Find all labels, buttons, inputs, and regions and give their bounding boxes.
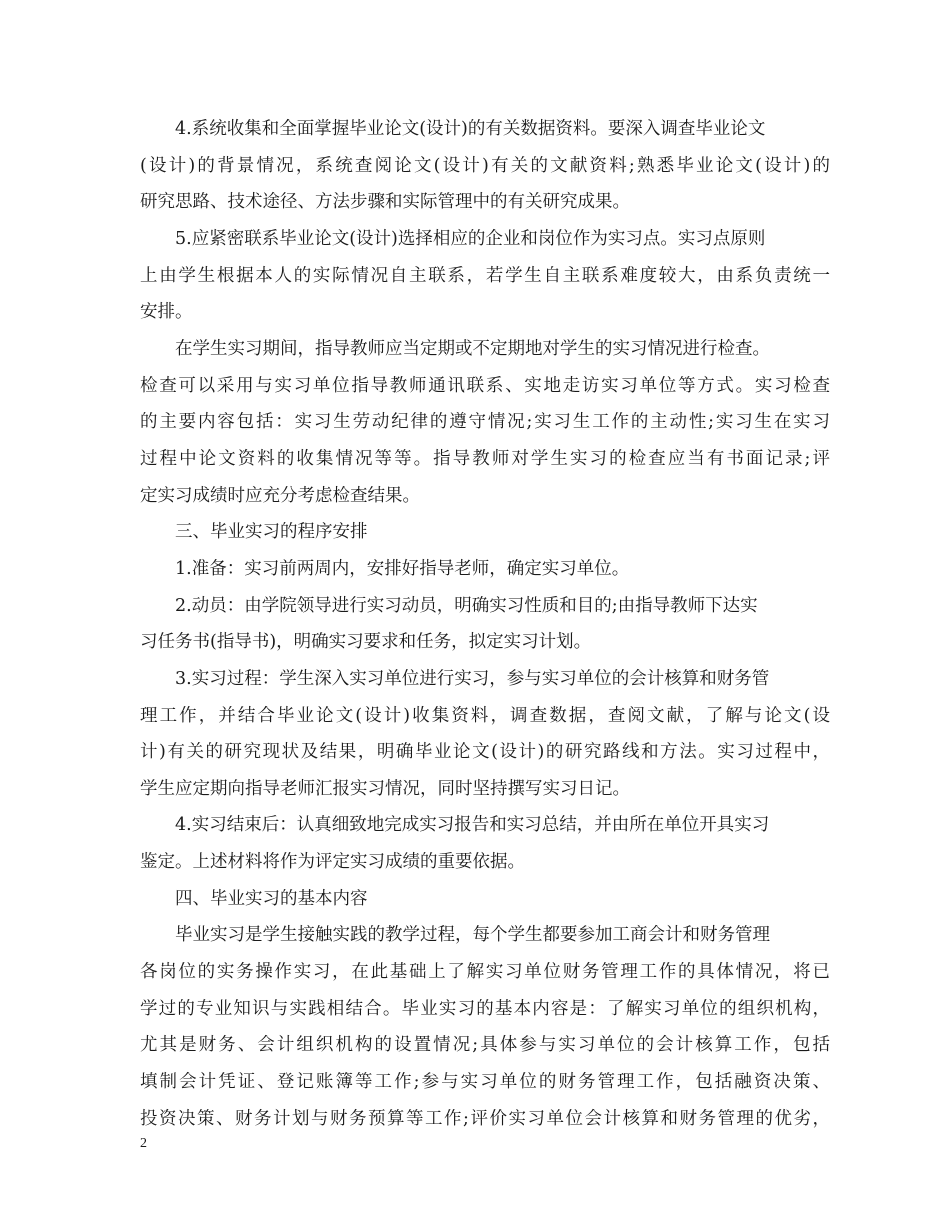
section-heading: 四、毕业实习的基本内容 <box>175 888 368 909</box>
text-line: (设计)的背景情况，系统查阅论文(设计)有关的文献资料;熟悉毕业论文(设计)的 <box>140 155 830 176</box>
text-line: 学过的专业知识与实践相结合。毕业实习的基本内容是：了解实习单位的组织机构， <box>140 998 830 1019</box>
text-line: 各岗位的实务操作实习，在此基础上了解实习单位财务管理工作的具体情况，将已 <box>140 962 830 983</box>
text-line: 在学生实习期间，指导教师应当定期或不定期地对学生的实习情况进行检查。 <box>175 338 770 359</box>
body-text <box>140 116 830 1142</box>
text-line: 检查可以采用与实习单位指导教师通讯联系、实地走访实习单位等方式。实习检查 <box>140 375 830 396</box>
text-line: 5.应紧密联系毕业论文(设计)选择相应的企业和岗位作为实习点。实习点原则 <box>175 228 766 249</box>
text-line: 研究思路、技术途径、方法步骤和实际管理中的有关研究成果。 <box>140 192 630 213</box>
text-line: 1.准备：实习前两周内，安排好指导老师，确定实习单位。 <box>175 558 630 579</box>
text-line: 上由学生根据本人的实际情况自主联系，若学生自主联系难度较大，由系负责统一 <box>140 265 830 286</box>
text-line: 理工作，并结合毕业论文(设计)收集资料，调查数据，查阅文献，了解与论文(设 <box>140 705 830 726</box>
text-line: 投资决策、财务计划与财务预算等工作;评价实习单位会计核算和财务管理的优劣， <box>140 1108 830 1129</box>
text-line: 鉴定。上述材料将作为评定实习成绩的重要依据。 <box>140 852 525 873</box>
text-line: 3.实习过程：学生深入实习单位进行实习，参与实习单位的会计核算和财务管 <box>175 668 770 689</box>
text-line: 定实习成绩时应充分考虑检查结果。 <box>140 485 420 506</box>
text-line: 安排。 <box>140 302 193 323</box>
text-line: 尤其是财务、会计组织机构的设置情况;具体参与实习单位的会计核算工作，包括 <box>140 1035 830 1056</box>
page-number: 2 <box>140 1136 147 1151</box>
text-line: 学生应定期向指导老师汇报实习情况，同时坚持撰写实习日记。 <box>140 778 630 799</box>
text-line: 4.系统收集和全面掌握毕业论文(设计)的有关数据资料。要深入调查毕业论文 <box>175 119 766 139</box>
text-line: 的主要内容包括：实习生劳动纪律的遵守情况;实习生工作的主动性;实习生在实习 <box>140 412 830 433</box>
text-line: 2.动员：由学院领导进行实习动员，明确实习性质和目的;由指导教师下达实 <box>175 595 758 616</box>
text-line: 4.实习结束后：认真细致地完成实习报告和实习总结，并由所在单位开具实习 <box>175 815 770 836</box>
text-line: 计)有关的研究现状及结果，明确毕业论文(设计)的研究路线和方法。实习过程中， <box>140 742 830 763</box>
text-line: 过程中论文资料的收集情况等等。指导教师对学生实习的检查应当有书面记录;评 <box>140 448 830 469</box>
text-line: 习任务书(指导书)，明确实习要求和任务，拟定实习计划。 <box>140 632 592 653</box>
text-line: 毕业实习是学生接触实践的教学过程，每个学生都要参加工商会计和财务管理 <box>175 925 770 946</box>
text-line: 填制会计凭证、登记账簿等工作;参与实习单位的财务管理工作，包括融资决策、 <box>140 1072 830 1093</box>
section-heading: 三、毕业实习的程序安排 <box>175 522 368 543</box>
